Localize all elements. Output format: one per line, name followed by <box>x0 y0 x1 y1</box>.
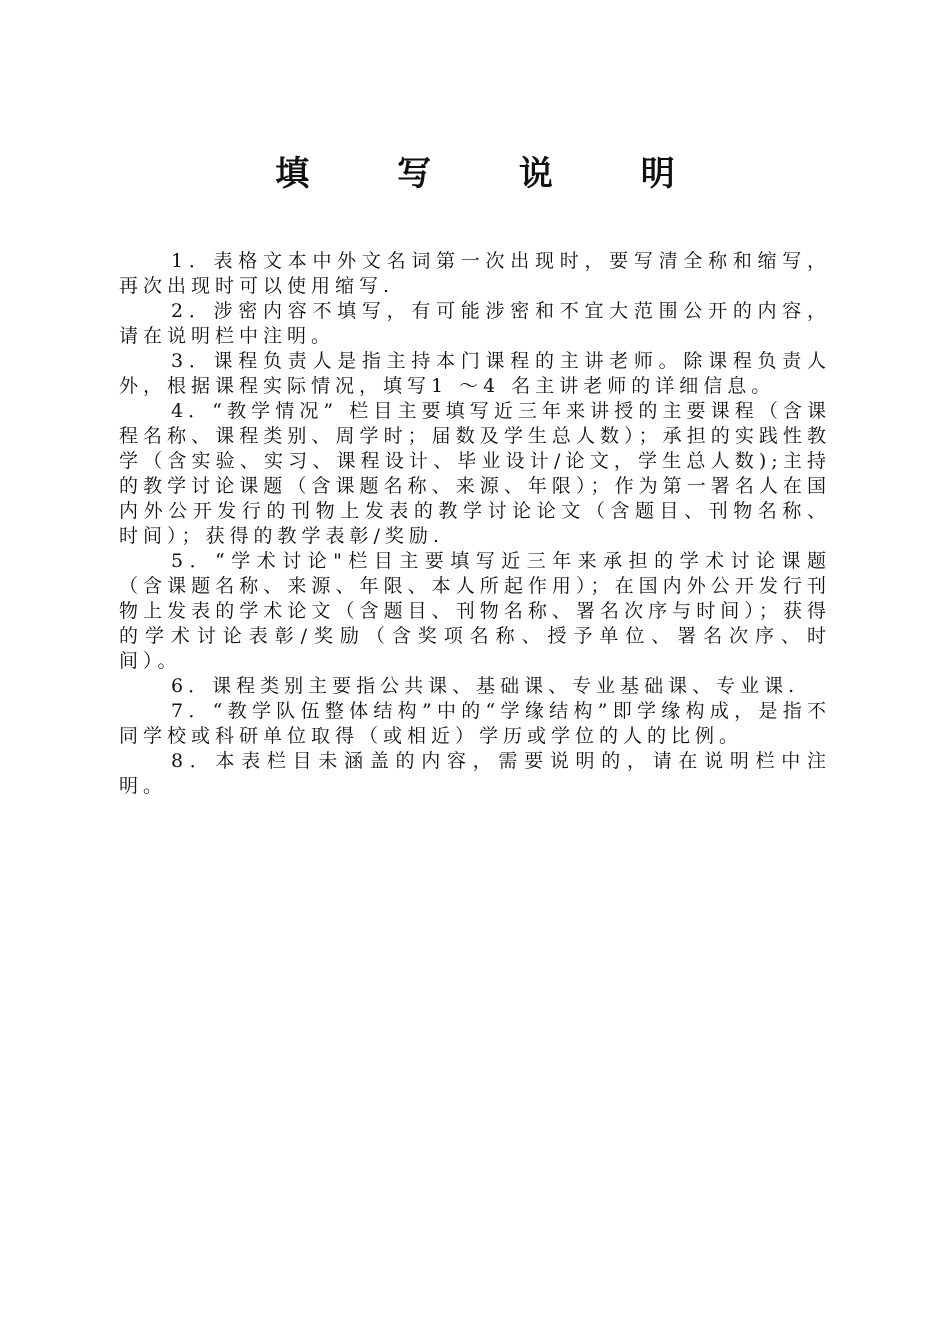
instruction-item-8: 8．本表栏目未涵盖的内容，需要说明的，请在说明栏中注明。 <box>119 750 831 797</box>
instruction-item-6: 6．课程类别主要指公共课、基础课、专业基础课、专业课. <box>171 675 800 697</box>
instruction-item-2: 2．涉密内容不填写，有可能涉密和不宜大范围公开的内容，请在说明栏中注明。 <box>119 300 831 347</box>
instruction-item-1: 1．表格文本中外文名词第一次出现时，要写清全称和缩写，再次出现时可以使用缩写. <box>119 250 831 297</box>
instructions-body <box>119 249 831 799</box>
instruction-item-3: 3．课程负责人是指主持本门课程的主讲老师。除课程负责人外，根据课程实际情况，填写1 ～4 名主讲老师的详细信息。 <box>119 350 831 397</box>
instruction-item-4: 4．“教学情况” 栏目主要填写近三年来讲授的主要课程（含课程名称、课程类别、周学时；届数及学生总人数）；承担的实践性教学（含实验、实习、课程设计、毕业设计/论文，学生总人数);主持的教学讨论课题（含课题名称、来源、年限）；作为第一署名人在国内外公开发行的刊物上发表的教学讨论论文（含题目、刊物名称、时间）；获得的教学表彰/奖励. <box>119 400 831 547</box>
instruction-item-7: 7．“教学队伍整体结构”中的“学缘结构”即学缘构成，是指不同学校或科研单位取得（或相近）学历或学位的人的比例。 <box>119 700 831 747</box>
document-title: 填 写 说 明 <box>275 154 713 194</box>
instruction-item-5: 5．“学术讨论"栏目主要填写近三年来承担的学术讨论课题（含课题名称、来源、年限、本人所起作用）；在国内外公开发行刊物上发表的学术论文（含题目、刊物名称、署名次序与时间）；获得的学术讨论表彰/奖励（含奖项名称、授予单位、署名次序、时间）。 <box>119 550 831 672</box>
